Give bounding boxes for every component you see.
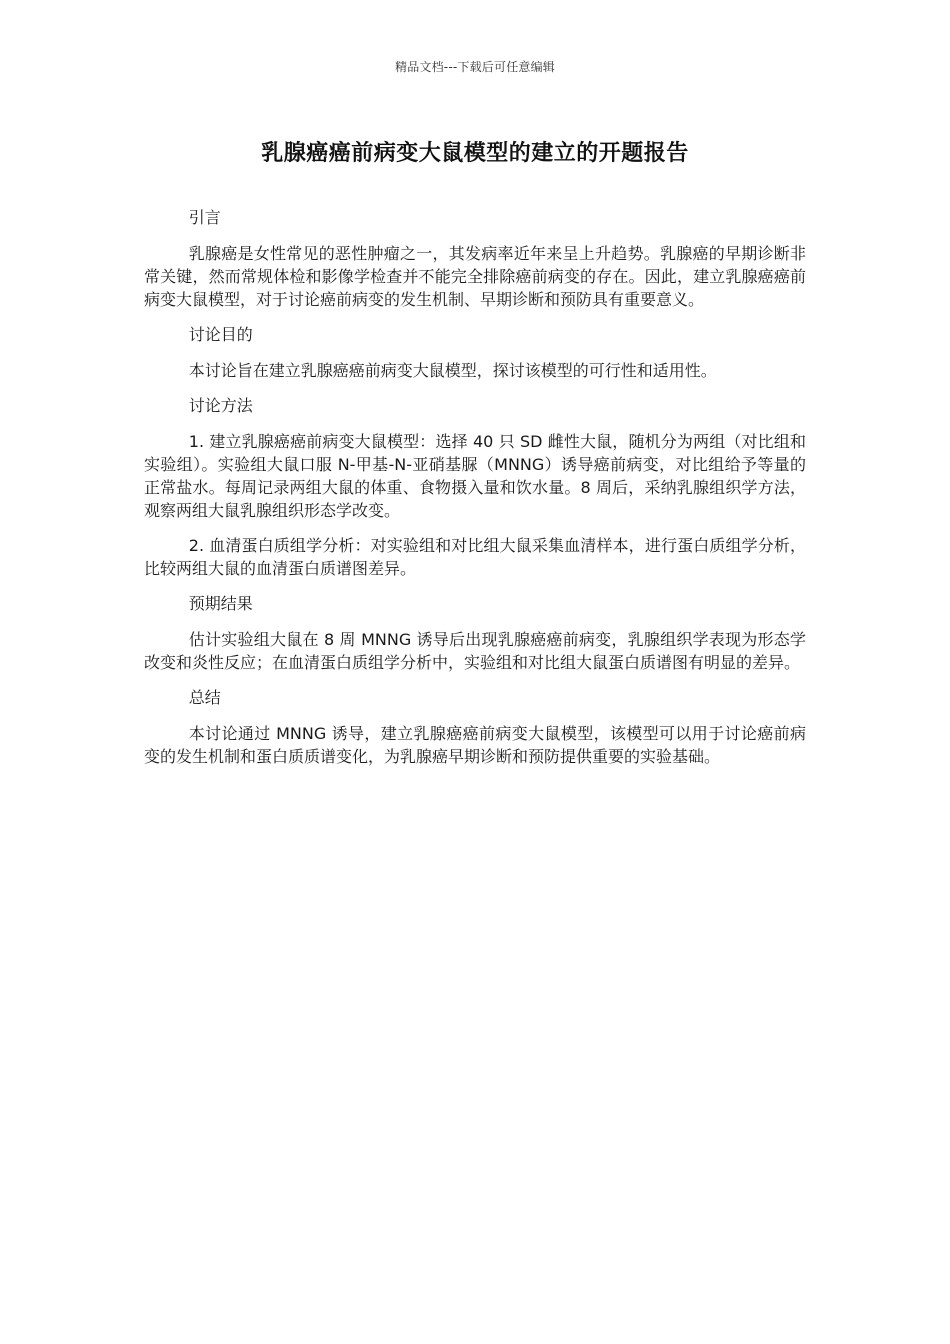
section-heading-expected-results: 预期结果: [188, 594, 253, 613]
paragraph-purpose: 本讨论旨在建立乳腺癌癌前病变大鼠模型，探讨该模型的可行性和适用性。: [188, 361, 717, 380]
paragraph-introduction: 乳腺癌是女性常见的恶性肿瘤之一，其发病率近年来呈上升趋势。乳腺癌的早期诊断非常关键，然而常规体检和影像学检查并不能完全排除癌前病变的存在。因此，建立乳腺癌癌前病变大鼠模型，对于讨论癌前病变的发生机制、早期诊断和预防具有重要意义。: [144, 244, 806, 309]
paragraph-summary: 本讨论通过 MNNG 诱导，建立乳腺癌癌前病变大鼠模型，该模型可以用于讨论癌前病变的发生机制和蛋白质质谱变化，为乳腺癌早期诊断和预防提供重要的实验基础。: [144, 724, 806, 766]
header-note: 精品文档---下载后可任意编辑: [395, 60, 555, 74]
section-heading-introduction: 引言: [188, 208, 221, 227]
section-heading-summary: 总结: [188, 688, 221, 707]
section-heading-methods: 讨论方法: [188, 396, 253, 415]
document-title: 乳腺癌癌前病变大鼠模型的建立的开题报告: [261, 141, 689, 166]
document-body: [144, 206, 806, 780]
section-heading-purpose: 讨论目的: [188, 325, 253, 344]
paragraph-expected-results: 估计实验组大鼠在 8 周 MNNG 诱导后出现乳腺癌癌前病变，乳腺组织学表现为形态学改变和炎性反应；在血清蛋白质组学分析中，实验组和对比组大鼠蛋白质谱图有明显的差异。: [144, 630, 806, 672]
paragraph-method-2: 2. 血清蛋白质组学分析：对实验组和对比组大鼠采集血清样本，进行蛋白质组学分析，比较两组大鼠的血清蛋白质谱图差异。: [144, 536, 806, 578]
paragraph-method-1: 1. 建立乳腺癌癌前病变大鼠模型：选择 40 只 SD 雌性大鼠，随机分为两组（对比组和实验组）。实验组大鼠口服 N-甲基-N-亚硝基脲（MNNG）诱导癌前病变，对比组给予等量的正常盐水。每周记录两组大鼠的体重、食物摄入量和饮水量。8 周后，采纳乳腺组织学方法，观察两组大鼠乳腺组织形态学改变。: [144, 432, 806, 520]
